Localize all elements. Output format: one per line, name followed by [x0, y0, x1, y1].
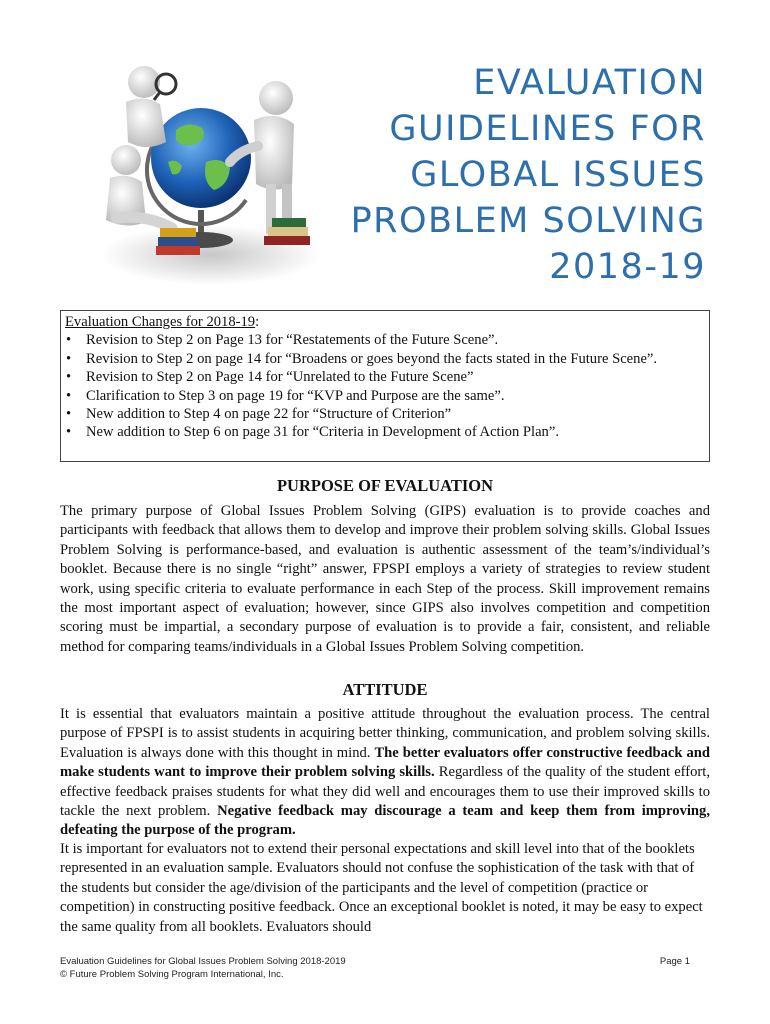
changes-heading: Evaluation Changes for 2018-19 — [65, 314, 256, 330]
title-line-1: EVALUATION — [473, 63, 706, 103]
changes-list-item: • Revision to Step 2 on Page 14 for “Unrelated to the Future Scene” — [65, 368, 705, 386]
purpose-paragraph: The primary purpose of Global Issues Problem Solving (GIPS) evaluation is to provide coaches and participants with feedback that allows them to develop and improve their problem solving skills. Global Issues Problem Solving is performance-based, and evaluation is authentic assessment of the team’s/individual’s booklet. Because there is no single “right” answer, FPSPI employs a variety of strategies to review student work, using specific criteria to evaluate performance in each Step of the process. Skill improvement remains the most important aspect of evaluation; however, since GIPS also involves competition and competition scoring must be impartial, a secondary purpose of evaluation is to provide a fair, consistent, and reliable method for comparing teams/individuals in a Global Issues Problem Solving competition. — [60, 503, 710, 655]
title-line-5: 2018-19 — [549, 247, 706, 287]
title-line-2: GUIDELINES FOR — [389, 109, 706, 149]
page-footer — [60, 955, 690, 981]
changes-list-item: • Revision to Step 2 on page 14 for “Broadens or goes beyond the facts stated in the Future Scene”. — [65, 350, 705, 368]
changes-list-item: • Clarification to Step 3 on page 19 for “KVP and Purpose are the same”. — [65, 387, 705, 405]
footer-document-name: Evaluation Guidelines for Global Issues Problem Solving 2018-2019 — [60, 956, 346, 967]
attitude-emphasis-2: Negative feedback may discourage a team and keep them from improving, defeating the purpose of the program. — [60, 803, 710, 839]
changes-list-item: • New addition to Step 6 on page 31 for “Criteria in Development of Action Plan”. — [65, 423, 705, 441]
title-line-4: PROBLEM SOLVING — [350, 201, 706, 241]
changes-heading-colon: : — [255, 314, 260, 330]
title-line-3: GLOBAL ISSUES — [410, 155, 706, 195]
evaluation-changes-box — [60, 310, 710, 462]
attitude-paragraph-2: It is important for evaluators not to extend their personal expectations and skill level into that of the booklets represented in an evaluation sample. Evaluators should not confuse the sophistication of the task with that of the students but consider the age/division of the participants and the level of competition (practice or competition) in constructing positive feedback. Once an exceptional booklet is noted, it may be easy to expect the same quality from all booklets. Evaluators should — [60, 841, 703, 935]
attitude-heading: ATTITUDE — [342, 680, 428, 699]
changes-list-item: • New addition to Step 4 on page 22 for “Structure of Criterion” — [65, 405, 705, 423]
attitude-emphasis-1: The better evaluators offer constructive feedback and make students want to improve their problem solving skills. — [60, 744, 710, 781]
attitude-paragraph-1 — [60, 705, 710, 841]
footer-copyright: © Future Problem Solving Program International, Inc. — [60, 969, 284, 980]
changes-list-item: • Revision to Step 2 on Page 13 for “Restatements of the Future Scene”. — [65, 331, 705, 349]
globe-figures-illustration — [86, 50, 326, 300]
document-title — [326, 60, 706, 290]
page-number: Page 1 — [659, 956, 690, 967]
changes-list — [65, 331, 705, 441]
attitude-text-2: Regardless of the quality of the student effort, effective feedback praises students for what they did well and encourages them to use their improved skills to tackle the next problem. — [60, 764, 710, 820]
attitude-text-1: It is essential that evaluators maintain a positive attitude throughout the evaluation process. The central purpose of FPSPI is to assist students in acquiring better thinking, communication, and problem solving skills. Evaluation is always done with this thought in mind. — [60, 706, 710, 761]
changes-heading-line — [65, 313, 705, 331]
purpose-heading: PURPOSE OF EVALUATION — [276, 476, 494, 495]
